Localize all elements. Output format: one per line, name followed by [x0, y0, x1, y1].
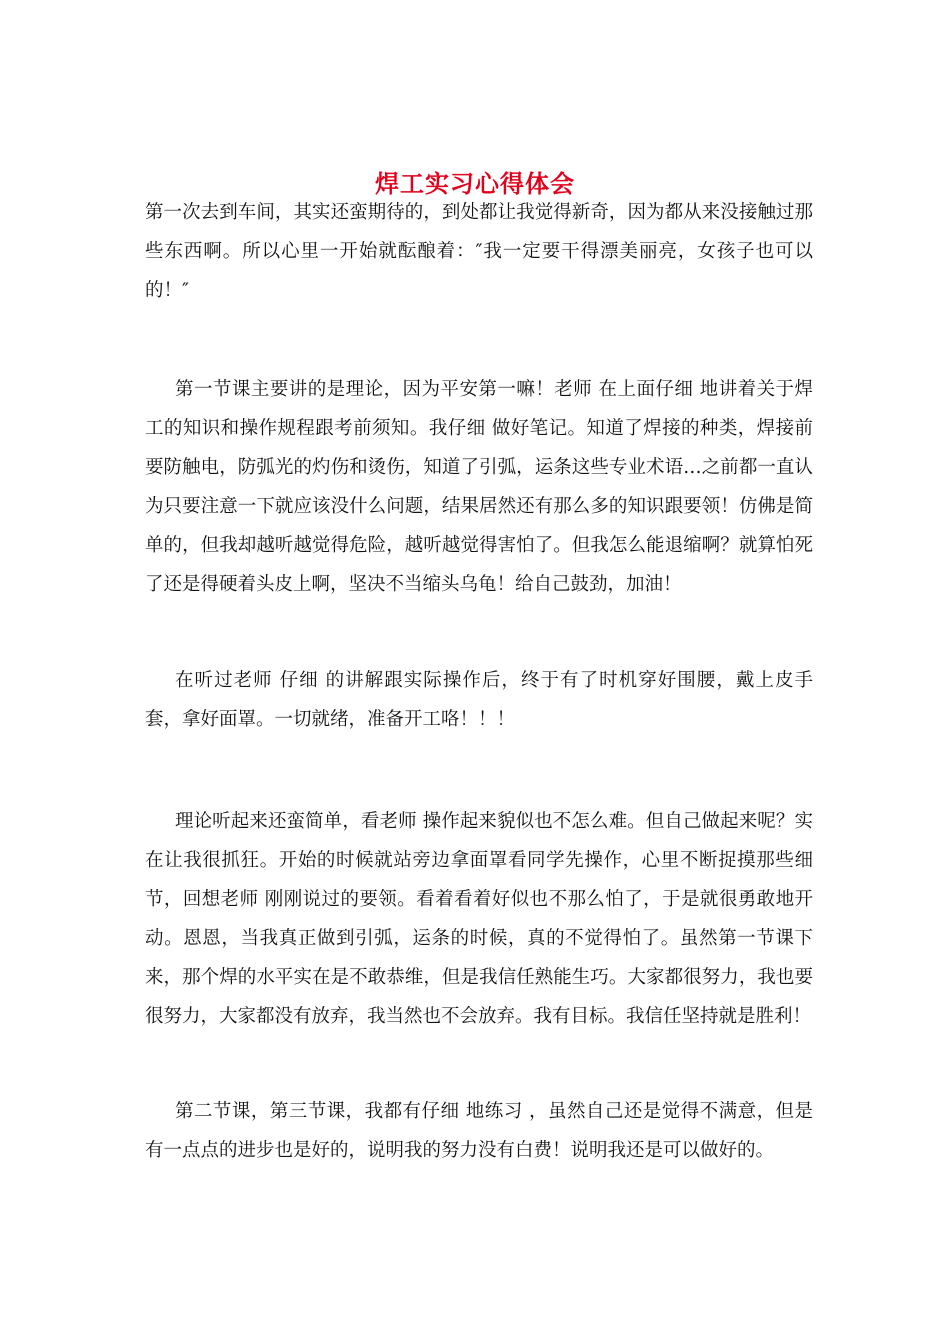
paragraph-3: 在听过老师 仔细 的讲解跟实际操作后，终于有了时机穿好围腰，戴上皮手套，拿好面罩。一切就绪，准备开工咯！！！	[145, 670, 813, 730]
paragraph-5: 第二节课，第三节课，我都有仔细 地练习 ，虽然自己还是觉得不满意，但是有一点点的进步也是好的，说明我的努力没有白费！说明我还是可以做好的。	[145, 1101, 813, 1161]
paragraph-4: 理论听起来还蛮简单，看老师 操作起来貌似也不怎么难。但自己做起来呢？实在让我很抓狂。开始的时候就站旁边拿面罩看同学先操作，心里不断捉摸那些细节，回想老师 刚刚说过的要领。看着看着好似也不那么怕了，于是就很勇敢地开动。恩恩，当我真正做到引弧，运条的时候，真的不觉得怕了。虽然第一节课下来，那个焊的水平实在是不敢恭维，但是我信任熟能生巧。大家都很努力，我也要很努力，大家都没有放弃，我当然也不会放弃。我有目标。我信任坚持就是胜利！	[145, 811, 813, 1027]
document-title: 焊工实习心得体会	[375, 169, 575, 199]
paragraph-1: 第一次去到车间，其实还蛮期待的，到处都让我觉得新奇，因为都从来没接触过那些东西啊。所以心里一开始就酝酿着：″我一定要干得漂美丽亮，女孩子也可以的！″	[145, 202, 813, 301]
paragraph-2: 第一节课主要讲的是理论，因为平安第一嘛！老师 在上面仔细 地讲着关于焊工的知识和操作规程跟考前须知。我仔细 做好笔记。知道了焊接的种类，焊接前要防触电，防弧光的灼伤和烫伤，知道了引弧，运条这些专业术语…之前都一直认为只要注意一下就应该没什么问题，结果居然还有那么多的知识跟要领！仿佛是简单的，但我却越听越觉得危险，越听越觉得害怕了。但我怎么能退缩啊？就算怕死了还是得硬着头皮上啊，坚决不当缩头乌龟！给自己鼓劲，加油！	[145, 379, 813, 595]
